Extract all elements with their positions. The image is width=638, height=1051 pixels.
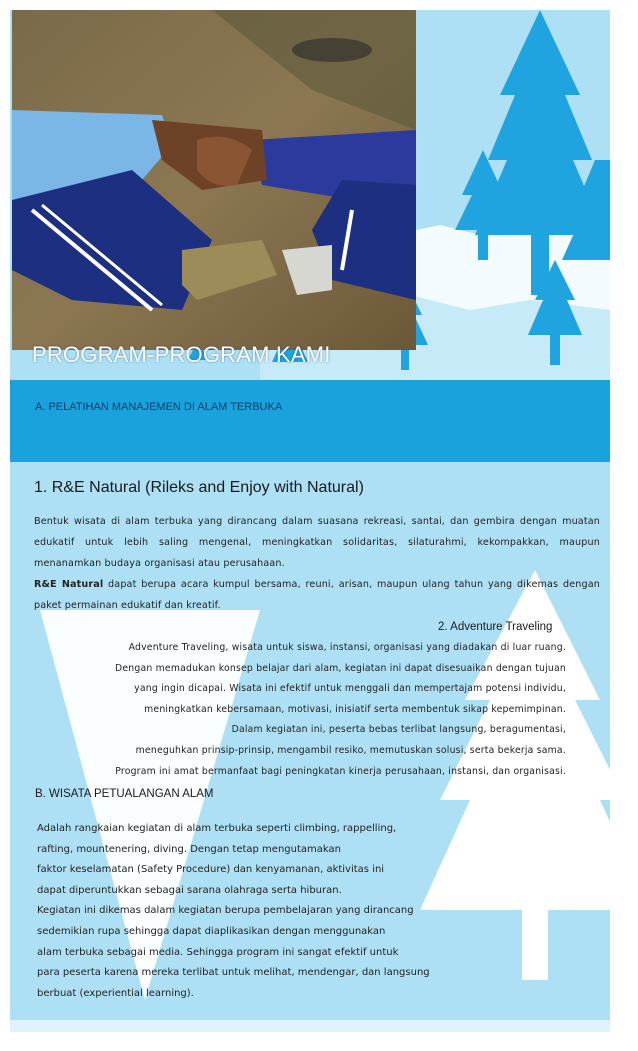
item2-line: meneguhkan prinsip-prinsip, mengambil resiko, memutuskan solusi, serta bekerja sama. [135, 744, 566, 756]
section-b-body [37, 819, 507, 1004]
hero-photo [12, 10, 416, 350]
section-b-line: berbuat (experiential learning). [37, 987, 194, 999]
item2-line: Program ini amat bermanfaat bagi peningkatan kinerja perusahaan, instansi, dan organisasi. [115, 765, 566, 777]
item2-line: Dalam kegiatan ini, peserta bebas terlibat langsung, beragumentasi, [231, 724, 566, 736]
item2-line: Adventure Traveling, wisata untuk siswa, instansi, organisasi yang diadakan di luar ruang. [128, 642, 566, 653]
item2-body [70, 638, 566, 782]
section-a-heading: A. PELATIHAN MANAJEMEN DI ALAM TERBUKA [35, 401, 283, 413]
brochure-page [10, 10, 610, 1032]
item2-line: meningkatkan kebersamaan, motivasi, inisiatif serta membentuk sikap kepemimpinan. [144, 703, 566, 715]
page-title: PROGRAM-PROGRAM KAMI [32, 342, 331, 367]
section-b-line: para peserta karena mereka terlibat untuk melihat, mendengar, dan langsung [37, 967, 430, 979]
section-b-line: dapat diperuntukkan sebagai sarana olahraga serta hiburan. [37, 884, 342, 896]
item1-paragraph-a: Bentuk wisata di alam terbuka yang dirancang dalam suasana rekreasi, santai, dan gembira dengan muatan edukatif untuk lebih saling mengenal, meningkatkan solidaritas, silaturahmi, kekompakkan, maupun menanamkan budaya organisasi atau perusahaan. [34, 516, 600, 569]
section-b-heading: B. WISATA PETUALANGAN ALAM [35, 788, 214, 800]
item2-heading: 2. Adventure Traveling [438, 621, 553, 633]
section-b-line: Kegiatan ini dikemas dalam kegiatan berupa pembelajaran yang dirancang [37, 905, 414, 917]
section-b-line: faktor keselamatan (Safety Procedure) dan kenyamanan, aktivitas ini [37, 864, 385, 876]
section-b-line: rafting, mountenering, diving. Dengan tetap mengutamakan [37, 843, 341, 855]
item1-heading: 1. R&E Natural (Rileks and Enjoy with Natural) [34, 479, 364, 496]
section-banner [10, 380, 610, 462]
section-b-line: Adalah rangkaian kegiatan di alam terbuka seperti climbing, rappelling, [37, 823, 397, 834]
item1-bold-label: R&E Natural [34, 579, 104, 590]
section-b-line: alam terbuka sebagai media. Sehingga program ini sangat efektif untuk [37, 946, 399, 958]
section-b-line: sedemikian rupa sehingga dapat diaplikasikan dengan menggunakan [37, 925, 386, 937]
item2-line: yang ingin dicapai. Wisata ini efektif untuk menggali dan mempertajam potensi individu, [134, 683, 566, 695]
item2-line: Dengan memadukan konsep belajar dari alam, kegiatan ini dapat disesuaikan dengan tujuan [115, 662, 566, 674]
item1-body [34, 511, 600, 616]
item1-paragraph-b: dapat berupa acara kumpul bersama, reuni, arisan, maupun ulang tahun yang dikemas dengan paket permainan edukatif dan kreatif. [34, 579, 600, 611]
